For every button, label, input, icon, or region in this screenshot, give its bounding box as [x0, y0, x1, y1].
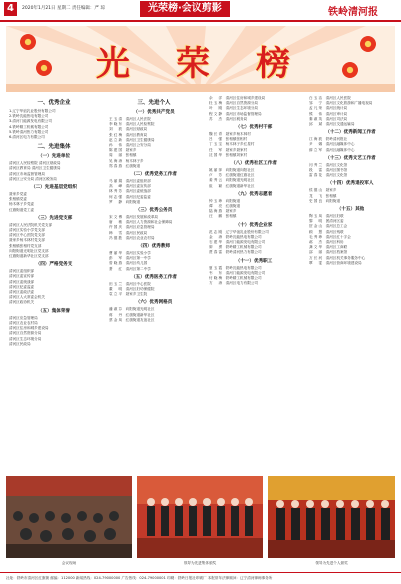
subsection-heading: （三）先进党支部 [35, 215, 73, 221]
list-item: 杨木林子乡党委 [9, 202, 35, 207]
list-item: 周 丽 张相镇 [109, 153, 137, 158]
list-item: 何 志 强 清河区纪委监委 [109, 194, 151, 199]
list-item: 马 丽 娟 清河区委组织部 [109, 179, 151, 184]
list-item: 魏 长 青 聂家乡杨木林村 [209, 132, 251, 137]
list-item: 丁 玉 宝 杨木林子乡红星村 [209, 142, 255, 147]
list-item: 汪 鹏 张相镇 [209, 214, 237, 219]
list-item: 赵 立 新 清河区卫生健康局 [109, 137, 155, 142]
list-item: 廖 勇 铁岭精工机械有限公司 [209, 245, 262, 250]
list-item: 邹 宁 清河区文化旅游和广播电视局 [309, 101, 373, 106]
list-item: 侯 德 山 聂家乡 [309, 188, 337, 193]
list-item: 史 国 良 向阳街道 [309, 198, 341, 203]
list-item: 范 志 刚 辽宁华谊乳业股份有限公司 [209, 229, 269, 234]
subsection-heading: （十四）优秀退役军人 [327, 181, 374, 187]
subsection-heading: （十三）优秀文艺工作者 [325, 155, 376, 161]
award-photo [268, 476, 395, 565]
list-item: 高 峰 清河区委宣传部 [109, 184, 151, 189]
list-item: 2.铁岭沈能热电有限公司 [9, 114, 49, 119]
list-item: 陆 海 燕 聂家乡 [209, 209, 237, 214]
list-item: 龙 飞 张相镇 [309, 193, 337, 198]
subsection-heading: （八）优秀社区工作者 [231, 161, 277, 167]
flower-icon [360, 36, 376, 52]
list-item: 清河区委统战部 [9, 279, 35, 284]
article-columns [6, 96, 395, 472]
flower-icon [342, 62, 358, 78]
list-item: 清河区民政局 [9, 341, 31, 346]
list-item: 清河区委宣传部 [9, 274, 35, 279]
list-item: 段 雷 清河区图书馆 [309, 168, 348, 173]
list-item: 陈 建 国 聂家乡 [109, 148, 137, 153]
stage-award-image [137, 476, 263, 558]
list-item: 清河区实验小学党支部 [9, 228, 45, 233]
list-item: 吕 强 张相镇张相村 [209, 137, 248, 142]
list-item: 秦 淑 英 清河区司法局 [309, 116, 348, 121]
list-item: 潘 淑 芬 向阳街道光明社区 [109, 307, 155, 312]
meeting-photo [6, 476, 132, 565]
list-item: 清河区委政法委 [9, 290, 35, 295]
list-item: 江 海 波 铁岭清河报社 [309, 137, 348, 142]
list-item: 清河区公安分局 清河区税务局 [9, 176, 57, 181]
list-item: 熊 伟 清河区审计局 [309, 111, 348, 116]
list-item: 苏 杰 清河区税务局 [209, 116, 248, 121]
list-item: 孟 凡 荣 清河区统计局 [309, 106, 348, 111]
list-item: 尹 娜 清河区融媒体中心 [309, 142, 355, 147]
list-item: 张相镇张相村党支部 [9, 243, 42, 248]
flower-icon [20, 34, 36, 50]
list-item: 红旗街道党工委 [9, 207, 35, 212]
subsection-heading: （十）优秀企业家 [235, 222, 273, 228]
banner-char: 光 [96, 44, 130, 84]
list-item: 闫 秀 兰 清河区文化馆 [309, 162, 348, 167]
list-item: 袁 立 平 聂家乡卫生院 [109, 292, 148, 297]
list-item: 清河区住房和城乡建设局 [9, 326, 49, 331]
list-item: 毛 秀 珍 清河区红十字会 [309, 234, 351, 239]
list-item: 任 军 聂家乡聂家村 [209, 147, 248, 152]
list-item: 4.铁岭精工机械有限公司 [9, 124, 49, 129]
list-item: 韦 东 清河门能源发电有限公司 [209, 270, 266, 275]
list-item: 万 长 河 清河区机关事务服务中心 [309, 255, 366, 260]
column-2 [106, 96, 202, 472]
list-item: 邵 丽 清河区档案馆 [309, 250, 348, 255]
subsection-heading: （二）优秀党务工作者 [131, 172, 177, 178]
list-item: 吴 海 涛 杨木林子乡 [109, 158, 144, 163]
list-item: 清河区纪委监委 [9, 284, 35, 289]
subsection-heading: （三）优秀公务员 [135, 208, 173, 214]
subsection-heading: （五）集体荣誉 [37, 308, 71, 314]
list-item: 蔡 金 凤 红旗街道友谊社区 [109, 317, 155, 322]
page-footer: 社址：铁岭市清河区红旗街 邮编：112000 新闻热线：024-79000000 广告热线：024-79000001 印刷：铁岭日报社印刷厂 本报常年法律顾问：辽宁清河律师事务所 [0, 572, 401, 584]
list-item: 金 涛 铁岭沈能热电有限公司 [209, 234, 262, 239]
list-item: 郑 春 燕 红旗街道 [109, 163, 141, 168]
list-item: 沈 国 华 张相镇刘家村 [209, 152, 248, 157]
list-item: 彭 军 清河区第一中学 [109, 256, 151, 261]
list-item: 雷 春 花 清河区文化馆 [309, 173, 348, 178]
subsection-heading: （二）先进基层党组织 [31, 185, 77, 191]
section-heading: 一、优秀企业 [37, 100, 71, 106]
list-item: 邱 斌 清河区交通运输局 [309, 122, 355, 127]
subsection-heading: （四）优秀教师 [137, 244, 171, 250]
list-item: 姚 丽 萍 向阳街道向阳社区 [209, 168, 255, 173]
photo-strip [6, 476, 395, 566]
subsection-heading: （十五）其他 [336, 207, 365, 213]
subsection-heading: （一）先进单位 [37, 154, 71, 160]
list-item: 萧 红 清河区第二中学 [109, 266, 151, 271]
list-item: 黎 明 团清河区委 [309, 219, 344, 224]
list-item: 田 玉 兰 清河区中心医院 [109, 281, 151, 286]
column-4 [306, 96, 395, 472]
award-photo [137, 476, 263, 565]
banner-char: 榜 [256, 44, 290, 84]
subsection-heading: （六）优秀网格员 [135, 300, 173, 306]
list-item: 林 秀 芳 清河区委统战部 [109, 189, 151, 194]
list-item: 王 玉 清 清河区人民法院 [109, 117, 151, 121]
photo-caption: 领导为先进个人颁奖 [315, 561, 348, 565]
list-item: 石 建 华 清河门能源发电有限公司 [209, 240, 266, 245]
photo-caption: 领导为先进集体颁奖 [183, 561, 217, 565]
list-item: 贾 春 雷 铁岭清河热力有限公司 [209, 250, 262, 255]
list-item: 张相镇党委 [9, 197, 27, 202]
column-3 [206, 96, 302, 472]
list-item: 聂家乡党委 [9, 192, 27, 197]
list-item: 宋 文 博 清河区发展和改革局 [109, 215, 159, 220]
list-item: 冯 德 胜 清河区农业农村局 [109, 235, 155, 240]
list-item: 张 红 梅 清河区教育局 [109, 132, 148, 137]
list-item: 陶 玉 凤 清河区妇联 [309, 214, 344, 219]
column-1 [6, 96, 102, 472]
list-item: 向阳街道光明社区党支部 [9, 248, 49, 253]
photo-caption: 会议现场 [61, 561, 77, 565]
meeting-hall-image [6, 476, 132, 558]
list-item: 清河区市场监督管理局 [9, 171, 45, 176]
list-item: 清河区委组织部 [9, 269, 35, 274]
section-heading: 二、先进集体 [37, 144, 71, 151]
list-item: 1.辽宁华谊乳业股份有限公司 [9, 109, 56, 113]
list-item: 韩 雪 清河区民政局 [109, 230, 148, 235]
issue-info: 2020年1月21日 星期二 责任编辑：严 琼 [22, 6, 105, 11]
list-item: 6.清河区电力有限公司 [9, 135, 45, 140]
list-item: 郝 杰 清河区科协 [309, 240, 344, 245]
stage-award-image [268, 476, 395, 558]
list-item: 清河区人大常委会机关 [9, 295, 45, 300]
list-item: 唐 敏 清河区人力资源和社会保障局 [109, 220, 173, 225]
list-item: 清河区人民法院机关党支部 [9, 222, 53, 227]
list-item: 蒋 丹 红旗街道新华社区 [109, 312, 155, 317]
honor-roll-banner [6, 26, 395, 92]
list-item: 程 文 静 清河区市场监督管理局 [209, 111, 262, 116]
list-item: 红旗街道新华社区党支部 [9, 254, 49, 259]
subsection-heading: （十二）优秀新闻工作者 [325, 130, 376, 136]
list-item: 清河区人民检察院 清河区财政局 [9, 161, 61, 166]
list-item: 夏 玉 霞 铁岭沈能热电有限公司 [209, 265, 262, 270]
subsection-heading: （十一）优秀职工 [235, 258, 273, 264]
list-item: 钟 玉 珍 向阳街道 [209, 198, 241, 203]
list-item: 清河区中心医院党支部 [9, 233, 45, 238]
list-item: 清河区自然资源分局 [9, 331, 42, 336]
subsection-heading: （七）优秀村干部 [235, 125, 273, 131]
list-item: 5.铁岭清河热力有限公司 [9, 129, 49, 134]
list-item: 姜 秀 云 向阳街道光明社区 [209, 178, 255, 183]
list-item: 杜 玉 梅 清河区自然资源分局 [209, 101, 259, 106]
subsection-heading: （四）严格党务支 [35, 262, 73, 268]
section-title: 光荣榜·会议剪影 [140, 1, 230, 17]
list-item: 李 晓 东 清河区人民检察院 [109, 122, 155, 127]
list-item: 卢 芳 红旗街道红旗社区 [209, 173, 255, 178]
masthead-logo: 铁岭清河报 [328, 7, 378, 18]
list-item: 贺 金 山 清河区总工会 [309, 224, 348, 229]
list-item: 叶 刚 清河区生态环境分局 [209, 106, 259, 111]
list-item: 方 涛 清河区电力有限公司 [209, 281, 259, 286]
list-item: 清河区应急管理局 [9, 315, 38, 320]
list-item: 白 玉 洁 清河区人民医院 [309, 96, 351, 100]
list-item: 孙 伟 清河区公安分局 [109, 143, 151, 148]
list-item: 谭 亮 红旗街道 [209, 204, 241, 209]
subsection-heading: （五）优秀医务工作者 [131, 274, 177, 280]
list-item: 薛 立 军 清河区融媒体中心 [309, 147, 355, 152]
list-item: 聂家乡杨木林村党支部 [9, 238, 45, 243]
banner-char: 荣 [176, 44, 210, 84]
list-item: 3.清河门能源发电有限公司 [9, 119, 52, 124]
subsection-heading: （九）优秀志愿者 [235, 191, 273, 197]
list-item: 龚 文 华 清河区工商联 [309, 245, 348, 250]
list-item: 曾 晓 燕 清河区幼儿园 [109, 261, 148, 266]
page-header [0, 0, 401, 22]
list-item: 顾 慧 清河区残联 [309, 229, 344, 234]
list-item: 曹 丽 华 清河区实验小学 [109, 251, 151, 256]
list-item: 覃 雯 清河区营商环境建设局 [309, 260, 362, 265]
section-heading: 三、先进个人 [137, 100, 171, 106]
list-item: 许 国 庆 清河区应急管理局 [109, 225, 155, 230]
list-item: 董 明 清河区妇幼保健院 [109, 287, 155, 292]
list-item: 清河区农业农村局 [9, 320, 38, 325]
list-item: 刘 波 清河区财政局 [109, 127, 148, 132]
list-item: 崔 颖 红旗街道新华社区 [209, 183, 255, 188]
flower-icon [36, 60, 52, 76]
list-item: 付 晓 梅 铁岭精工机械有限公司 [209, 276, 262, 281]
list-item: 余 洋 清河区住房和城乡建设局 [209, 96, 266, 100]
subsection-heading: （一）优秀共产党员 [133, 110, 175, 115]
list-item: 清河区政协机关 [9, 300, 35, 305]
page-number: 4 [4, 2, 17, 16]
list-item: 清河区教育局 清河区卫生健康局 [9, 166, 61, 171]
list-item: 清河区生态环境分局 [9, 336, 42, 341]
list-item: 罗 静 向阳街道 [109, 199, 141, 204]
